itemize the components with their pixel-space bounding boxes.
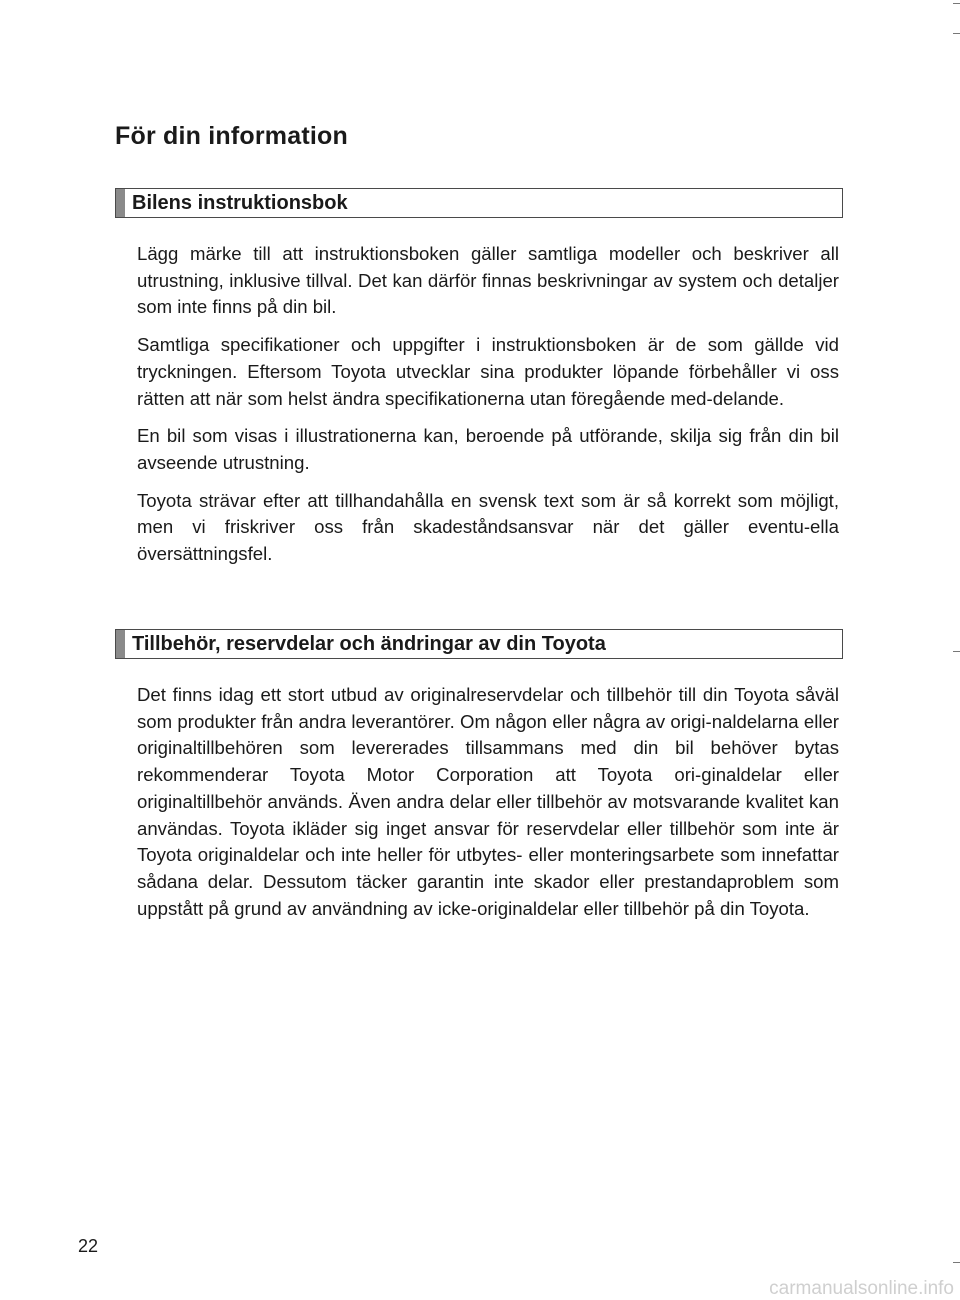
section-body-instruktionsbok [137, 241, 839, 579]
page-title: För din information [115, 122, 348, 150]
crop-mark [953, 33, 960, 34]
section-body-tillbehor [137, 682, 839, 933]
paragraph: Det finns idag ett stort utbud av originalreservdelar och tillbehör till din Toyota såväl som produkter från andra leverantörer. Om någon eller några av origi-naldelarna eller originaltillbehören som levererades tillsammans med din bil behöver bytas rekommenderar Toyota Motor Corporation att Toyota ori-ginaldelar eller originaltillbehör används. Även andra delar eller tillbehör av motsvarande kvalitet kan användas. Toyota ikläder sig inget ansvar för reservdelar eller tillbehör som inte är Toyota originaldelar och inte heller för utbytes- eller monteringsarbete som innefattar sådana delar. Dessutom täcker garantin inte skador eller prestandaproblem som uppstått på grund av användning av icke-originaldelar eller tillbehör på din Toyota. [137, 684, 839, 919]
section-header-tillbehor [115, 629, 843, 659]
section-heading: Tillbehör, reservdelar och ändringar av din Toyota [132, 632, 606, 655]
section-header-bar [116, 630, 125, 658]
crop-mark [953, 651, 960, 652]
page-number: 22 [78, 1236, 99, 1256]
paragraph: Toyota strävar efter att tillhandahålla en svensk text som är så korrekt som möjligt, men vi friskriver oss från skadeståndsansvar när det gäller eventu-ella översättningsfel. [137, 489, 839, 565]
crop-mark [953, 3, 960, 4]
section-header-bar [116, 189, 125, 217]
paragraph: Samtliga specifikationer och uppgifter i instruktionsboken är de som gällde vid tryckningen. Eftersom Toyota utvecklar sina produkter löpande förbehåller vi oss rätten att när som helst ändra specifikationerna utan föregående med-delande. [137, 334, 839, 409]
paragraph: En bil som visas i illustrationerna kan, beroende på utförande, skilja sig från din bil avseende utrustning. [137, 425, 839, 473]
section-heading: Bilens instruktionsbok [132, 191, 348, 214]
section-header-instruktionsbok [115, 188, 843, 218]
watermark: carmanualsonline.info [769, 1278, 954, 1299]
paragraph: Lägg märke till att instruktionsboken gäller samtliga modeller och beskriver all utrustning, inklusive tillval. Det kan därför finnas beskrivningar av system och detaljer som inte finns på din bil. [137, 243, 839, 318]
crop-mark [953, 1262, 960, 1263]
